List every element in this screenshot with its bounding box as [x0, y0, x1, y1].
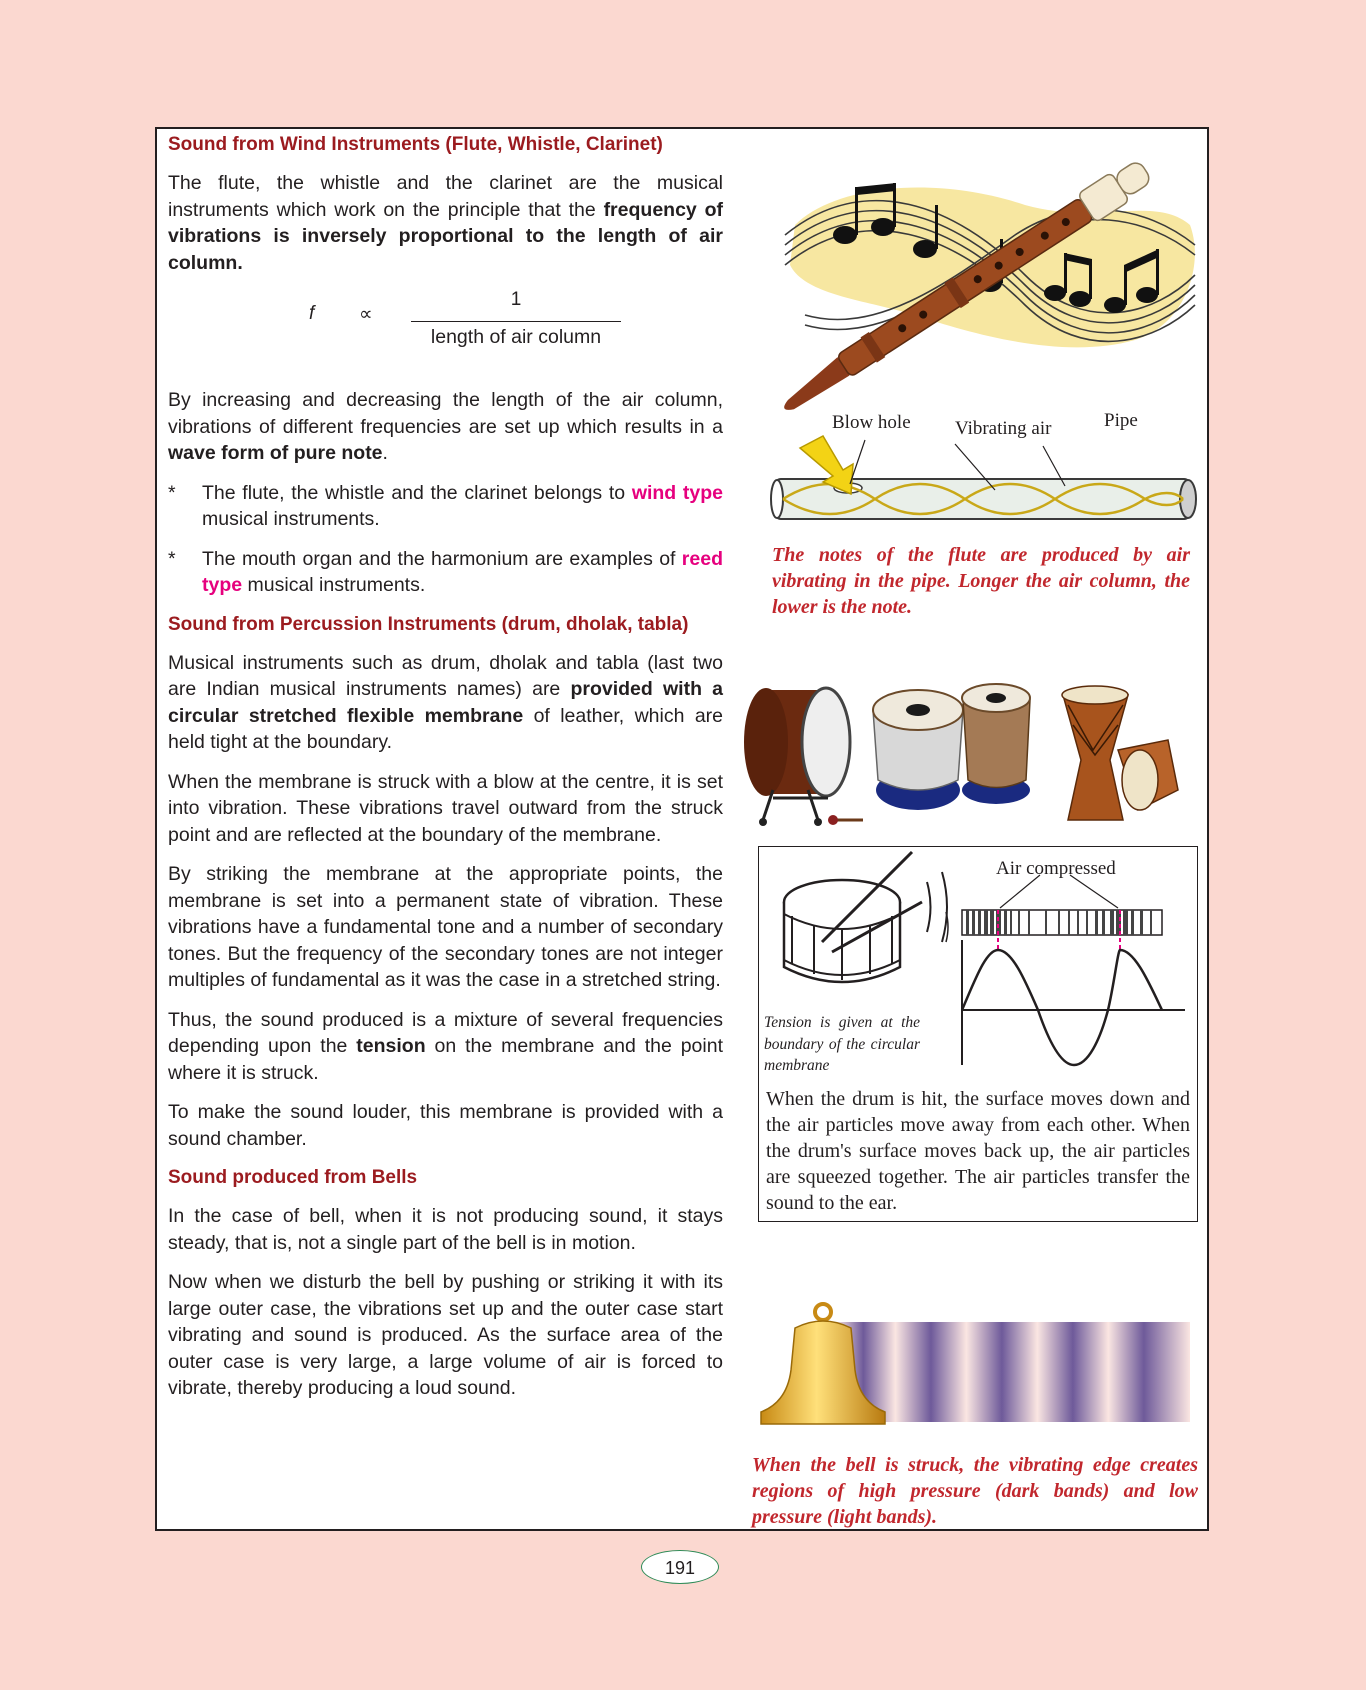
label-air-compressed: Air compressed [996, 858, 1116, 879]
compression-bands [966, 910, 1152, 935]
formula-fraction-bar [411, 321, 621, 322]
percussion-paragraph-2: When the membrane is struck with a blow at the centre, it is set into vibration. These vibrations travel outward from the struck point and are reflected at the boundary of the membrane. [168, 770, 723, 846]
bell-illustration [755, 1300, 1195, 1430]
wind-paragraph-2: By increasing and decreasing the length of the air column, vibrations of different frequencies are set up which results in a wave form of pure note. [168, 389, 723, 464]
pressure-sine-wave [962, 950, 1162, 1065]
formula-denominator: length of air column [430, 326, 602, 348]
label-vibrating-air: Vibrating air [955, 418, 1052, 439]
wind-instruments-heading: Sound from Wind Instruments (Flute, Whistle, Clarinet) [168, 134, 663, 155]
drum-sketch [762, 852, 952, 1012]
bell-caption: When the bell is struck, the vibrating edge creates regions of high pressure (dark bands) and low pressure (light bands). [752, 1454, 1198, 1528]
formula-proportional-symbol: ∝ [359, 304, 373, 325]
bullet-star: * [168, 547, 176, 570]
bullet-wind-type: * The flute, the whistle and the clarinet belongs to wind type musical instruments. [168, 481, 723, 530]
bells-heading: Sound produced from Bells [168, 1167, 418, 1188]
left-column [168, 132, 723, 1415]
tension-note: Tension is given at the boundary of the circular membrane [764, 1014, 920, 1074]
label-pipe: Pipe [1104, 410, 1138, 431]
wind-paragraph-1: The flute, the whistle and the clarinet are the musical instruments which work on the principle that the frequency of vibrations is inversely proportional to the length of air column. [168, 172, 723, 274]
formula-frequency-symbol: f [309, 303, 315, 324]
label-blow-hole: Blow hole [832, 412, 911, 433]
percussion-paragraph-4: Thus, the sound produced is a mixture of several frequencies depending upon the tension on the membrane and the point where it is struck. [168, 1008, 723, 1084]
djembe-drums [1062, 686, 1178, 820]
percussion-heading: Sound from Percussion Instruments (drum, dholak, tabla) [168, 613, 689, 635]
bells-paragraph-2: Now when we disturb the bell by pushing or striking it with its large outer case, the vibrations set up and the outer case start vibrating and sound is produced. As the surface area of the outer case is very large, a large volume of air is forced to vibrate, thereby producing a loud sound. [168, 1271, 723, 1399]
frequency-formula [168, 289, 723, 359]
formula-numerator: 1 [510, 289, 522, 310]
percussion-paragraph-5: To make the sound louder, this membrane is provided with a sound chamber. [168, 1101, 723, 1150]
page-number: 191 [641, 1550, 719, 1584]
percussion-paragraph-1: Musical instruments such as drum, dholak and tabla (last two are Indian musical instruments names) are provided with a circular stretched flexible membrane of leather, which are held tight at the boundary. [168, 651, 723, 753]
percussion-paragraph-3: By striking the membrane at the appropriate points, the membrane is set into a permanent state of vibration. These vibrations have a fundamental tone and a number of secondary tones. But the frequency of the secondary tones are not integer multiples of fundamental as it was the case in a stretched string. [168, 863, 723, 991]
bullet-reed-type: * The mouth organ and the harmonium are examples of reed type musical instruments. [168, 547, 723, 596]
pressure-bands [835, 1322, 1190, 1422]
flute-caption: The notes of the flute are produced by air vibrating in the pipe. Longer the air column, the lower is the note. [772, 544, 1190, 618]
drum-caption: When the drum is hit, the surface moves down and the air particles move away from each other. When the drum's surface moves back up, the air particles are squeezed together. The air particles transfer the sound to the ear. [766, 1088, 1190, 1214]
bullet-star: * [168, 481, 176, 504]
pipe-diagram [765, 436, 1205, 536]
percussion-photos [758, 680, 1203, 830]
bells-paragraph-1: In the case of bell, when it is not producing sound, it stays steady, that is, not a single part of the bell is in motion. [168, 1205, 723, 1254]
tabla-pair [873, 684, 1030, 810]
bass-drum [744, 688, 863, 826]
pipe-left-end [771, 480, 783, 518]
compression-wave-diagram [950, 870, 1190, 1070]
flute-illustration [775, 165, 1205, 365]
